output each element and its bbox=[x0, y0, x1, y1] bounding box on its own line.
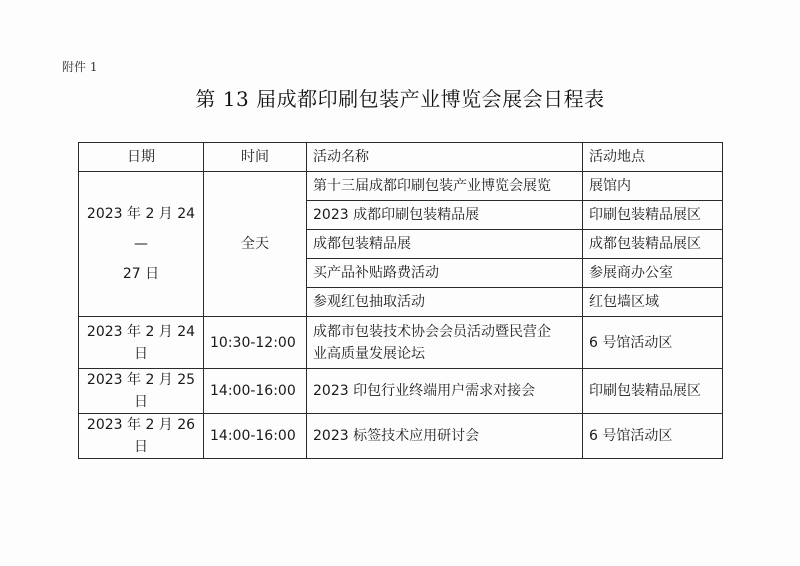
activity-cell: 2023 印包行业终端用户需求对接会 bbox=[307, 369, 583, 414]
date-cell-multi-day bbox=[79, 172, 204, 317]
header-location: 活动地点 bbox=[583, 143, 723, 172]
location-cell: 印刷包装精品展区 bbox=[583, 369, 723, 414]
time-cell-all-day: 全天 bbox=[204, 172, 307, 317]
activity-cell: 第十三届成都印刷包装产业博览会展览 bbox=[307, 172, 583, 201]
activity-cell: 2023 标签技术应用研讨会 bbox=[307, 414, 583, 459]
activity-cell bbox=[307, 317, 583, 369]
header-activity: 活动名称 bbox=[307, 143, 583, 172]
time-cell: 10:30-12:00 bbox=[204, 317, 307, 369]
time-cell: 14:00-16:00 bbox=[204, 369, 307, 414]
header-time: 时间 bbox=[204, 143, 307, 172]
activity-cell: 参观红包抽取活动 bbox=[307, 288, 583, 317]
table-row bbox=[79, 172, 723, 201]
date-cell: 2023 年 2 月 25 日 bbox=[79, 369, 204, 414]
schedule-table bbox=[78, 142, 723, 459]
location-cell: 展馆内 bbox=[583, 172, 723, 201]
location-cell: 红包墙区域 bbox=[583, 288, 723, 317]
table-row bbox=[79, 369, 723, 414]
date-line-2: 27 日 bbox=[122, 266, 160, 282]
location-cell: 参展商办公室 bbox=[583, 259, 723, 288]
date-cell: 2023 年 2 月 26 日 bbox=[79, 414, 204, 459]
table-row bbox=[79, 414, 723, 459]
activity-cell: 2023 成都印刷包装精品展 bbox=[307, 201, 583, 230]
table-row bbox=[79, 317, 723, 369]
activity-line-1: 成都市包装技术协会会员活动暨民营企 bbox=[313, 323, 551, 340]
date-cell: 2023 年 2 月 24 日 bbox=[79, 317, 204, 369]
activity-cell: 买产品补贴路费活动 bbox=[307, 259, 583, 288]
location-cell: 6 号馆活动区 bbox=[583, 414, 723, 459]
header-date: 日期 bbox=[79, 143, 204, 172]
document-title: 第 13 届成都印刷包装产业博览会展会日程表 bbox=[195, 87, 605, 111]
location-cell: 6 号馆活动区 bbox=[583, 317, 723, 369]
location-cell: 印刷包装精品展区 bbox=[583, 201, 723, 230]
activity-line-2: 业高质量发展论坛 bbox=[313, 345, 425, 362]
attachment-label: 附件 1 bbox=[62, 60, 98, 74]
header-row bbox=[79, 143, 723, 172]
activity-cell: 成都包装精品展 bbox=[307, 230, 583, 259]
time-cell: 14:00-16:00 bbox=[204, 414, 307, 459]
date-line-1: 2023 年 2 月 24— bbox=[86, 206, 196, 252]
location-cell: 成都包装精品展区 bbox=[583, 230, 723, 259]
